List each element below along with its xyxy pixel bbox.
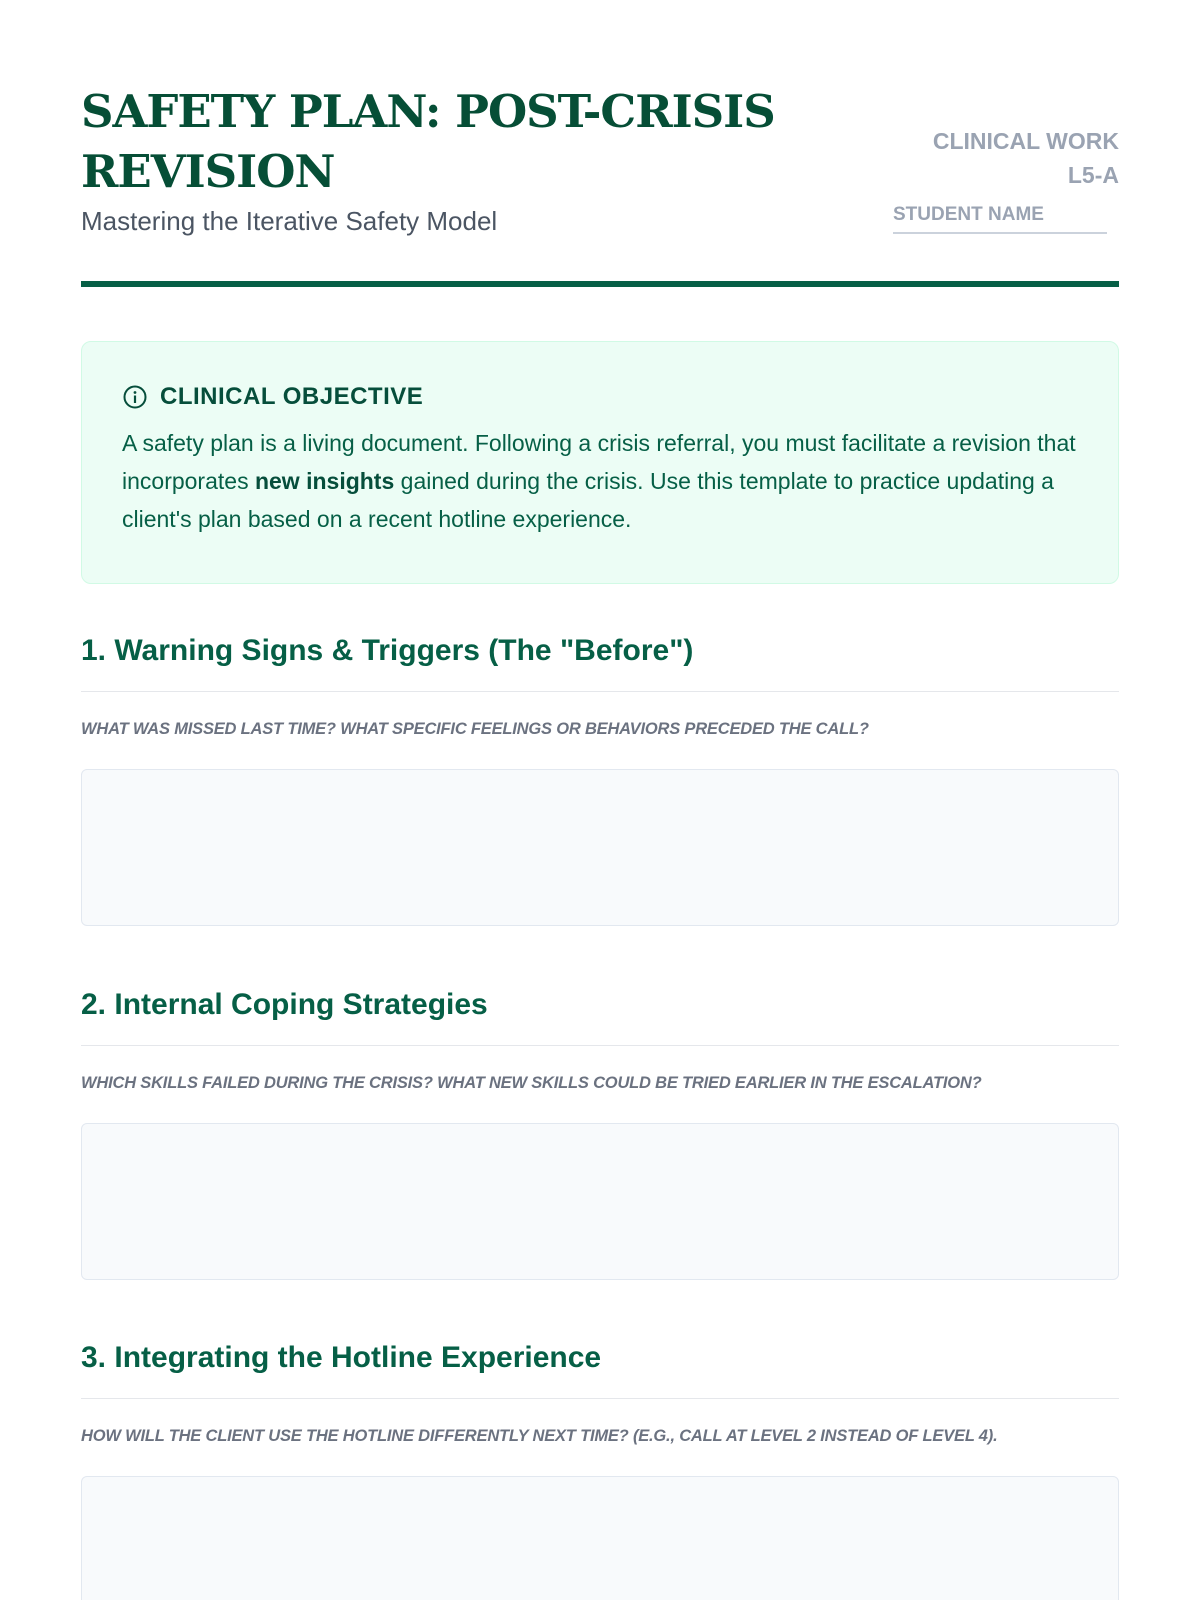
section-coping-strategies (81, 985, 1119, 1280)
student-name-field[interactable] (893, 204, 1107, 234)
section-prompt: WHAT WAS MISSED LAST TIME? WHAT SPECIFIC FEELINGS OR BEHAVIORS PRECEDED THE CALL? (81, 720, 869, 738)
info-icon (122, 384, 148, 410)
objective-text-end: gained during the crisis. Use this template to practice updating a client's plan based on a recent hotline experience. (122, 468, 1054, 532)
section-title: 2. Internal Coping Strategies (81, 985, 1119, 1046)
course-code: CLINICAL WORK L5-A (932, 128, 1119, 188)
header-meta (859, 124, 1119, 225)
objective-text-emphasis: new insights (254, 468, 395, 494)
response-area-coping-strategies[interactable] (81, 1123, 1119, 1280)
response-area-hotline-experience[interactable] (81, 1476, 1119, 1600)
worksheet-header (81, 0, 1119, 286)
objective-callout (81, 341, 1119, 584)
page-title: SAFETY PLAN: POST-CRISIS REVISION (81, 85, 775, 198)
objective-header (122, 382, 1078, 412)
header-divider (81, 281, 1119, 287)
section-hotline-experience (81, 1338, 1119, 1600)
objective-title: CLINICAL OBJECTIVE (160, 383, 424, 410)
section-prompt: HOW WILL THE CLIENT USE THE HOTLINE DIFFERENTLY NEXT TIME? (E.G., CALL AT LEVEL 2 INSTEAD OF LEVEL 4). (81, 1427, 998, 1445)
page-subtitle: Mastering the Iterative Safety Model (81, 206, 498, 236)
response-area-warning-signs[interactable] (81, 769, 1119, 926)
section-warning-signs (81, 631, 1119, 926)
section-title: 1. Warning Signs & Triggers (The "Before") (81, 631, 1119, 692)
objective-text (122, 424, 1078, 538)
section-prompt: WHICH SKILLS FAILED DURING THE CRISIS? WHAT NEW SKILLS COULD BE TRIED EARLIER IN THE ESCALATION? (81, 1074, 982, 1092)
section-title: 3. Integrating the Hotline Experience (81, 1338, 1119, 1399)
objective-text-start: A safety plan is a living document. Following a crisis referral, you must facilitate a revision that incorporates (122, 430, 1076, 494)
student-name-label: STUDENT NAME (893, 204, 1044, 225)
